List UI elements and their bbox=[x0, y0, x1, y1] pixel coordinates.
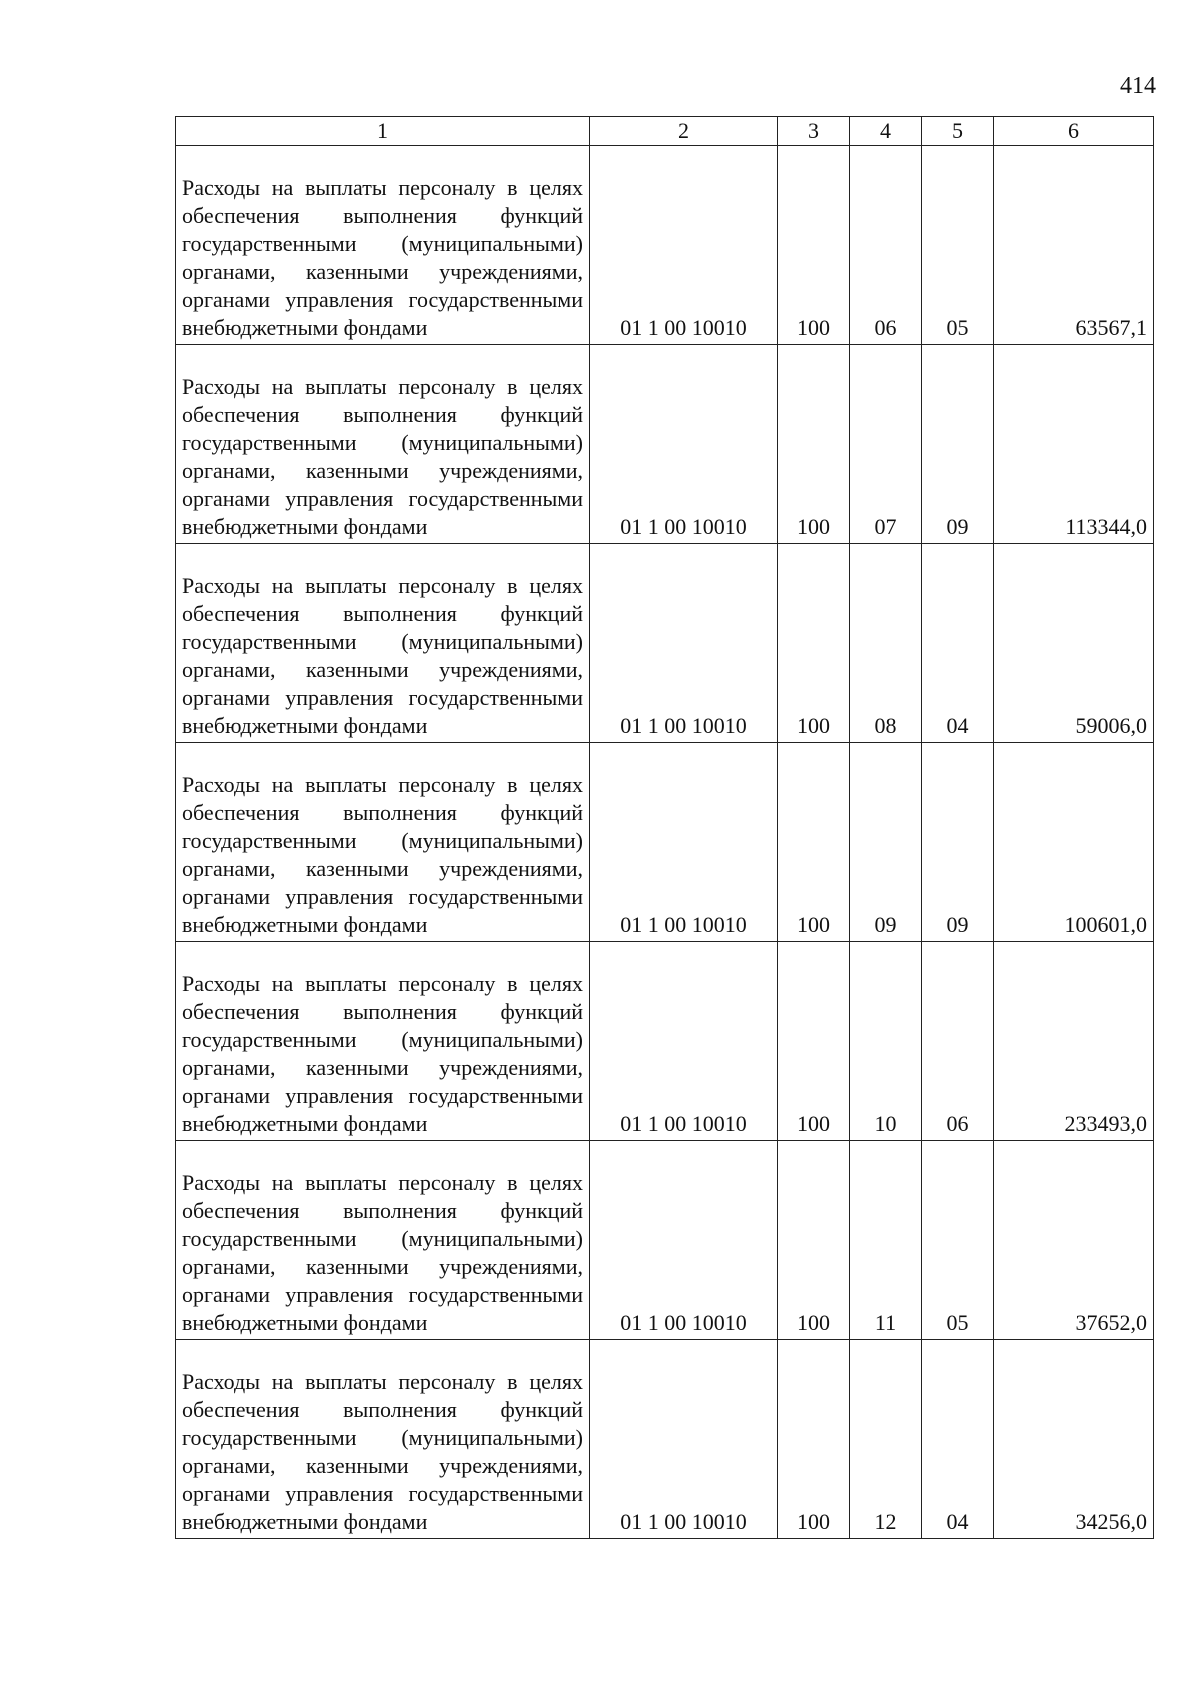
row-code: 01 1 00 10010 bbox=[590, 1340, 778, 1539]
row-description: Расходы на выплаты персоналу в целях обеспечения выполнения функций государственными (муниципальными) органами, казенными учреждениями, органами управления государственными внебюджетными фондами bbox=[176, 1340, 590, 1539]
row-section: 11 bbox=[850, 1141, 922, 1340]
row-sum: 100601,0 bbox=[994, 743, 1154, 942]
row-section: 09 bbox=[850, 743, 922, 942]
column-header: 2 bbox=[590, 117, 778, 146]
column-header: 6 bbox=[994, 117, 1154, 146]
row-expense-type: 100 bbox=[778, 544, 850, 743]
column-header: 3 bbox=[778, 117, 850, 146]
table-header bbox=[176, 117, 1154, 146]
row-code: 01 1 00 10010 bbox=[590, 942, 778, 1141]
table-row bbox=[176, 544, 1154, 743]
row-sum: 37652,0 bbox=[994, 1141, 1154, 1340]
row-section: 08 bbox=[850, 544, 922, 743]
row-expense-type: 100 bbox=[778, 942, 850, 1141]
row-subsection: 09 bbox=[922, 345, 994, 544]
row-section: 07 bbox=[850, 345, 922, 544]
row-description: Расходы на выплаты персоналу в целях обеспечения выполнения функций государственными (муниципальными) органами, казенными учреждениями, органами управления государственными внебюджетными фондами bbox=[176, 544, 590, 743]
row-code: 01 1 00 10010 bbox=[590, 743, 778, 942]
row-subsection: 05 bbox=[922, 146, 994, 345]
row-expense-type: 100 bbox=[778, 743, 850, 942]
column-header: 1 bbox=[176, 117, 590, 146]
row-subsection: 04 bbox=[922, 1340, 994, 1539]
row-description: Расходы на выплаты персоналу в целях обеспечения выполнения функций государственными (муниципальными) органами, казенными учреждениями, органами управления государственными внебюджетными фондами bbox=[176, 146, 590, 345]
row-section: 12 bbox=[850, 1340, 922, 1539]
row-sum: 233493,0 bbox=[994, 942, 1154, 1141]
page-number: 414 bbox=[1120, 73, 1156, 99]
row-code: 01 1 00 10010 bbox=[590, 146, 778, 345]
row-description: Расходы на выплаты персоналу в целях обеспечения выполнения функций государственными (муниципальными) органами, казенными учреждениями, органами управления государственными внебюджетными фондами bbox=[176, 345, 590, 544]
row-expense-type: 100 bbox=[778, 1141, 850, 1340]
row-subsection: 05 bbox=[922, 1141, 994, 1340]
table-row bbox=[176, 1340, 1154, 1539]
row-subsection: 06 bbox=[922, 942, 994, 1141]
column-header: 4 bbox=[850, 117, 922, 146]
row-sum: 59006,0 bbox=[994, 544, 1154, 743]
table-row bbox=[176, 743, 1154, 942]
row-subsection: 04 bbox=[922, 544, 994, 743]
row-expense-type: 100 bbox=[778, 345, 850, 544]
row-expense-type: 100 bbox=[778, 1340, 850, 1539]
table-body bbox=[176, 146, 1154, 1539]
row-description: Расходы на выплаты персоналу в целях обеспечения выполнения функций государственными (муниципальными) органами, казенными учреждениями, органами управления государственными внебюджетными фондами bbox=[176, 743, 590, 942]
row-description: Расходы на выплаты персоналу в целях обеспечения выполнения функций государственными (муниципальными) органами, казенными учреждениями, органами управления государственными внебюджетными фондами bbox=[176, 1141, 590, 1340]
row-sum: 34256,0 bbox=[994, 1340, 1154, 1539]
row-code: 01 1 00 10010 bbox=[590, 1141, 778, 1340]
table-row bbox=[176, 942, 1154, 1141]
row-code: 01 1 00 10010 bbox=[590, 345, 778, 544]
table-row bbox=[176, 345, 1154, 544]
row-sum: 63567,1 bbox=[994, 146, 1154, 345]
row-code: 01 1 00 10010 bbox=[590, 544, 778, 743]
row-sum: 113344,0 bbox=[994, 345, 1154, 544]
row-expense-type: 100 bbox=[778, 146, 850, 345]
table-row bbox=[176, 1141, 1154, 1340]
header-row bbox=[176, 117, 1154, 146]
row-section: 10 bbox=[850, 942, 922, 1141]
table-row bbox=[176, 146, 1154, 345]
row-section: 06 bbox=[850, 146, 922, 345]
budget-table bbox=[175, 116, 1154, 1539]
row-description: Расходы на выплаты персоналу в целях обеспечения выполнения функций государственными (муниципальными) органами, казенными учреждениями, органами управления государственными внебюджетными фондами bbox=[176, 942, 590, 1141]
column-header: 5 bbox=[922, 117, 994, 146]
row-subsection: 09 bbox=[922, 743, 994, 942]
